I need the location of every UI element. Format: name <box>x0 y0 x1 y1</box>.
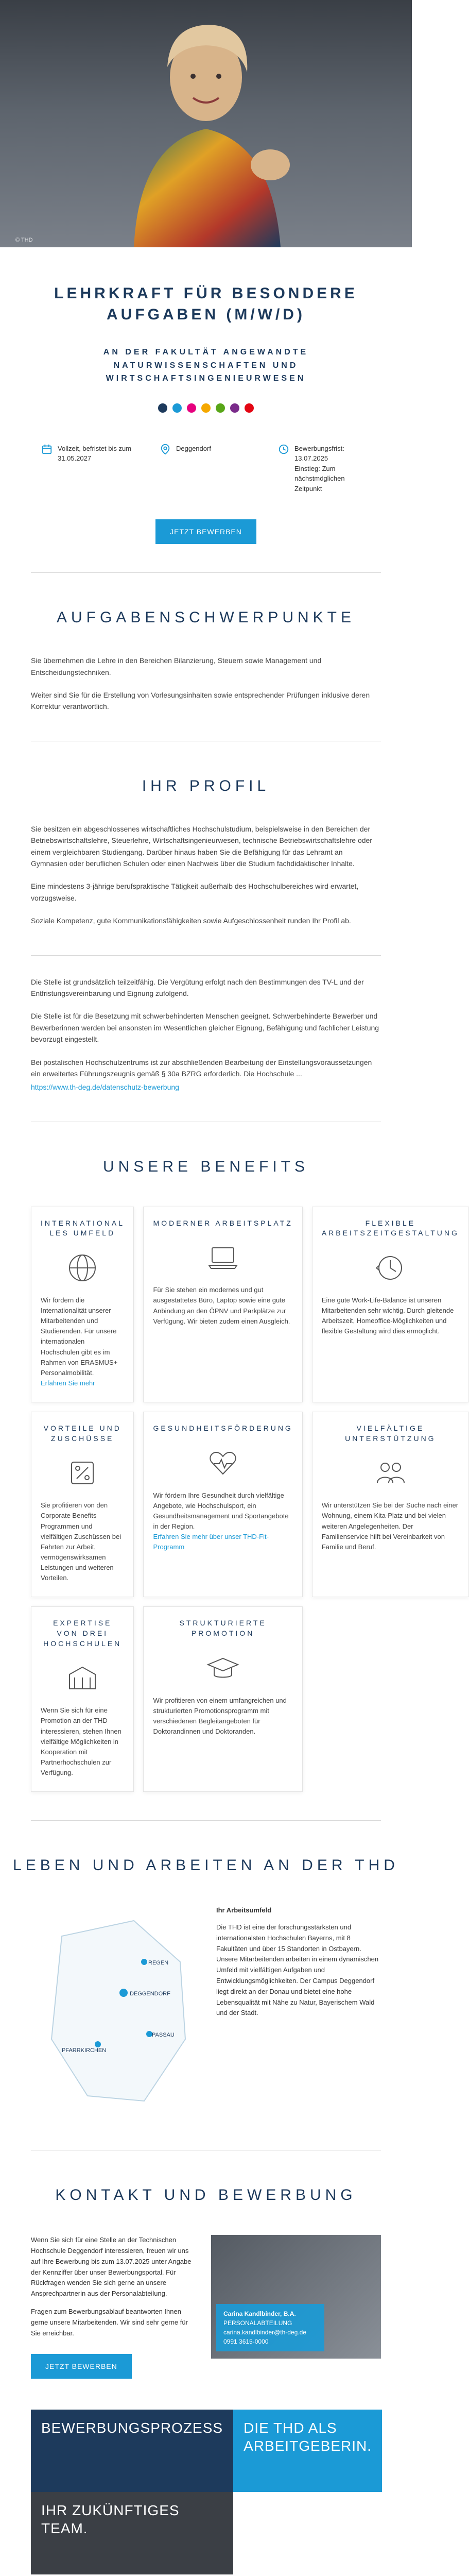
clock-icon <box>278 444 289 455</box>
color-dots <box>31 403 381 413</box>
divider <box>31 572 381 573</box>
benefit-title: MODERNER ARBEITSPLATZ <box>153 1218 293 1227</box>
profile-paragraph: Eine mindestens 3-jährige berufspraktische Tätigkeit außerhalb des Hochschulbereiches wird erwartet, vorzugsweise. <box>31 882 359 902</box>
benefit-card <box>143 1412 302 1597</box>
benefit-card <box>31 1606 134 1792</box>
map-label: PASSAU <box>152 2032 175 2039</box>
contact-role: PERSONALABTEILUNG <box>223 2319 292 2327</box>
kontakt-section <box>0 2235 412 2379</box>
color-dot <box>230 403 239 413</box>
location-icon <box>160 444 171 455</box>
tile-team[interactable]: IHR ZUKÜNFTIGES TEAM. <box>31 2492 233 2574</box>
color-dot <box>201 403 211 413</box>
job-subtitle: AN DER FAKULTÄT ANGEWANDTE NATURWISSENSCHAFTEN UND WIRTSCHAFTSINGENIEURWESEN <box>103 348 309 383</box>
laptop-icon <box>205 1240 241 1276</box>
fact-employment <box>41 444 134 494</box>
benefit-card <box>143 1606 302 1792</box>
contact-email[interactable]: carina.kandlbinder@th-deg.de <box>223 2329 306 2336</box>
benefit-text: Eine gute Work-Life-Balance ist unseren Mitarbeitenden sehr wichtig. Durch gleitende Arbeitszeit, Homeoffice-Möglichkeiten und flexible Gestaltung wird dies ermöglicht. <box>321 1296 454 1335</box>
benefit-text: Wir fördern die Internationalität unserer Mitarbeitenden und Studierenden. Für unsere internationalen Hochschulen gibt es im Rahmen von ERASMUS+ Personalmobilität. <box>41 1296 118 1377</box>
flexible-time-icon <box>372 1250 408 1286</box>
map-marker <box>141 1959 147 1965</box>
leben-subtitle: Ihr Arbeitsumfeld <box>216 1906 272 1914</box>
fact-line: Zeitpunkt <box>294 484 322 493</box>
fact-line: Deggendorf <box>176 444 211 452</box>
page-title: LEHRKRAFT FÜR BESONDERE AUFGABEN (M/W/D) <box>54 285 358 323</box>
benefit-title: INTERNATIONAL LES UMFELD <box>41 1218 125 1238</box>
calendar-icon <box>41 444 53 455</box>
benefit-title: STRUKTURIERTE PROMOTION <box>179 1619 267 1638</box>
leben-heading: LEBEN UND ARBEITEN AN DER THD <box>13 1857 399 1874</box>
conditions-paragraph: Bei postalischen Hochschulzentrums ist zur abschließenden Bearbeitung der Einstellungsvoraussetzungen ein erweitertes Führungszeugnis gemäß § 30a BZRG erforderlich. Die Hochschule ... <box>31 1058 372 1078</box>
benefit-title: GESUNDHEITSFÖRDERUNG <box>153 1424 293 1433</box>
fact-line: 31.05.2027 <box>58 454 92 463</box>
benefit-title: EXPERTISE VON DREI HOCHSCHULEN <box>43 1619 122 1648</box>
benefit-text: Sie profitieren von den Corporate Benefits Programmen und vielfältigen Zuschüssen bei Fahrten zur Arbeit, vermögenswirksamen Leistungen und weiteren Vorteilen. <box>41 1501 121 1582</box>
benefit-link[interactable]: Erfahren Sie mehr <box>41 1379 95 1387</box>
tiles-grid <box>0 2410 412 2574</box>
tasks-heading: AUFGABENSCHWERPUNKTE <box>56 609 356 626</box>
color-dot <box>158 403 167 413</box>
benefit-card <box>143 1207 302 1402</box>
benefit-card <box>312 1412 469 1597</box>
benefit-text: Wenn Sie sich für eine Promotion an der THD interessieren, stehen Ihnen vielfältige Möglichkeiten in Kooperation mit Partnerhochschulen zur Verfügung. <box>41 1706 121 1777</box>
benefit-card <box>31 1207 134 1402</box>
benefit-title: FLEXIBLE ARBEITSZEITGESTALTUNG <box>321 1218 459 1238</box>
color-dot <box>245 403 254 413</box>
discount-icon <box>64 1455 100 1491</box>
tasks-paragraph: Sie übernehmen die Lehre in den Bereichen Bilanzierung, Steuern sowie Management und Entscheidungstechniken. <box>31 656 322 676</box>
benefit-text: Wir unterstützen Sie bei der Suche nach einer Wohnung, einem Kita-Platz und bei vielen weiteren Angelegenheiten. Der Familienservice hilft bei Vereinbarkeit von Familie und Beruf. <box>321 1501 459 1551</box>
tile-bewerbungsprozess[interactable]: BEWERBUNGSPROZESS <box>31 2410 233 2492</box>
contact-phone[interactable]: 0991 3615-0000 <box>223 2338 269 2346</box>
profile-heading: IHR PROFIL <box>142 777 270 794</box>
fact-line: Vollzeit, befristet bis zum <box>58 444 132 452</box>
benefit-text: Wir fördern Ihre Gesundheit durch vielfältige Angebote, wie Hochschulsport, ein Gesundheitsmanagement und Sportangebote in der Region. <box>153 1491 289 1531</box>
apply-button-bottom[interactable]: JETZT BEWERBEN <box>31 2354 132 2379</box>
map-label: REGEN <box>148 1960 169 1967</box>
fact-deadline <box>278 444 371 494</box>
benefits-heading: UNSERE BENEFITS <box>102 1158 309 1175</box>
benefit-link[interactable]: Erfahren Sie mehr über unser THD-Fit-Programm <box>153 1533 269 1551</box>
map-marker <box>119 1989 128 1997</box>
benefits-grid <box>0 1207 459 1792</box>
hero-image <box>0 0 412 247</box>
graduation-icon <box>205 1650 241 1686</box>
expertise-icon <box>64 1660 100 1696</box>
map-label: PFARRKIRCHEN <box>62 2047 107 2054</box>
color-dot <box>172 403 182 413</box>
leben-section <box>0 1905 412 2122</box>
hero-caption: © THD <box>15 237 33 243</box>
profile-paragraph: Sie besitzen ein abgeschlossenes wirtschaftliches Hochschulstudium, beispielsweise in den Bereichen der Betriebswirtschaftslehre, Steuerlehre, Wirtschaftsingenieurwesen, technische Betriebswirtschaftslehre oder einem vergleichbaren Studiengang. Darüber hinaus haben Sie die Befähigung für das Lehramt an Gymnasien oder beruflichen Schulen oder einen Nachweis über die Studium fachdidaktischer Inhalte. <box>31 824 372 868</box>
contact-card <box>216 2304 324 2351</box>
kontakt-heading: KONTAKT UND BEWERBUNG <box>55 2187 357 2204</box>
benefit-text: Wir profitieren von einem umfangreichen und strukturierten Promotionsprogramm mit verschiedenen Begleitangeboten für Doktorandinnen und Doktoranden. <box>153 1696 287 1736</box>
map-marker <box>95 2041 101 2047</box>
divider <box>31 1820 381 1821</box>
color-dot <box>216 403 225 413</box>
benefit-title: VORTEILE UND ZUSCHÜSSE <box>43 1424 121 1443</box>
profile-paragraph: Soziale Kompetenz, gute Kommunikationsfähigkeiten sowie Aufgeschlossenheit runden Ihr Profil ab. <box>31 917 351 925</box>
fact-line: Bewerbungsfrist: <box>294 444 344 452</box>
color-dot <box>187 403 196 413</box>
fact-location <box>160 444 252 494</box>
divider <box>31 955 381 956</box>
fact-line: 13.07.2025 <box>294 454 328 463</box>
map-label: DEGGENDORF <box>130 1991 170 1997</box>
job-facts <box>31 444 381 494</box>
campus-map <box>31 1905 201 2122</box>
benefit-text: Für Sie stehen ein modernes und gut ausgestattetes Büro, Laptop sowie eine gute Anbindung an den ÖPNV und Parkplätze zur Verfügung. Wir bieten zudem einen Ausgleich. <box>153 1286 290 1325</box>
benefit-card <box>31 1412 134 1597</box>
support-icon <box>372 1455 408 1491</box>
tasks-paragraph: Weiter sind Sie für die Erstellung von Vorlesungsinhalten sowie entsprechender Prüfungen inklusive deren Korrektur verantwortlich. <box>31 691 370 711</box>
fact-line: Einstieg: Zum nächstmöglichen <box>294 464 345 483</box>
globe-icon <box>64 1250 100 1286</box>
kontakt-text: Wenn Sie sich für eine Stelle an der Technischen Hochschule Deggendorf interessieren, freuen wir uns auf Ihre Bewerbung bis zum 13.07.2025 unter Angabe der Kennziffer über unser Bewerbungsportal. Für Rückfragen wenden Sie sich gerne an unsere Ansprechpartnerin aus der Personalabteilung. <box>31 2236 192 2298</box>
benefit-title: VIELFÄLTIGE UNTERSTÜTZUNG <box>345 1424 436 1443</box>
heart-icon <box>205 1445 241 1481</box>
contact-photo <box>211 2235 381 2359</box>
apply-button[interactable]: JETZT BEWERBEN <box>155 519 256 544</box>
conditions-paragraph: Die Stelle ist grundsätzlich teilzeitfähig. Die Vergütung erfolgt nach den Bestimmungen des TV-L und der Entfristungsvereinbarung und Eignung zufolgend. <box>31 977 364 997</box>
contact-name: Carina Kandlbinder, B.A. <box>223 2310 296 2318</box>
tile-arbeitgeberin[interactable]: DIE THD ALS ARBEITGEBERIN. <box>233 2410 382 2492</box>
benefit-card <box>312 1207 469 1402</box>
privacy-link[interactable]: https://www.th-deg.de/datenschutz-bewerbung <box>31 1083 179 1092</box>
leben-text: Die THD ist eine der forschungsstärksten und internationalsten Hochschulen Bayerns, mit 8 Fakultäten und über 15 Standorten in Ostbayern. Unsere Mitarbeitenden arbeiten in einem dynamischen Umfeld mit vielfältigen Aufgaben und Entwicklungsmöglichkeiten. Der Campus Deggendorf liegt direkt an der Donau und bietet eine hohe Lebensqualität mit Nähe zu Natur, Bayerischem Wald und der Stadt. <box>216 1923 379 2017</box>
conditions-paragraph: Die Stelle ist für die Besetzung mit schwerbehinderten Menschen geeignet. Schwerbehinderte Bewerber und Bewerberinnen werden bei ansonsten im Wesentlichen gleicher Eignung, Befähigung und fachlicher Leistung bevorzugt eingestellt. <box>31 1012 379 1044</box>
kontakt-text: Fragen zum Bewerbungsablauf beantworten Ihnen gerne unsere Mitarbeitenden. Wir sind sehr gerne für Sie erreichbar. <box>31 2308 188 2337</box>
hero-person-illustration <box>103 10 309 247</box>
